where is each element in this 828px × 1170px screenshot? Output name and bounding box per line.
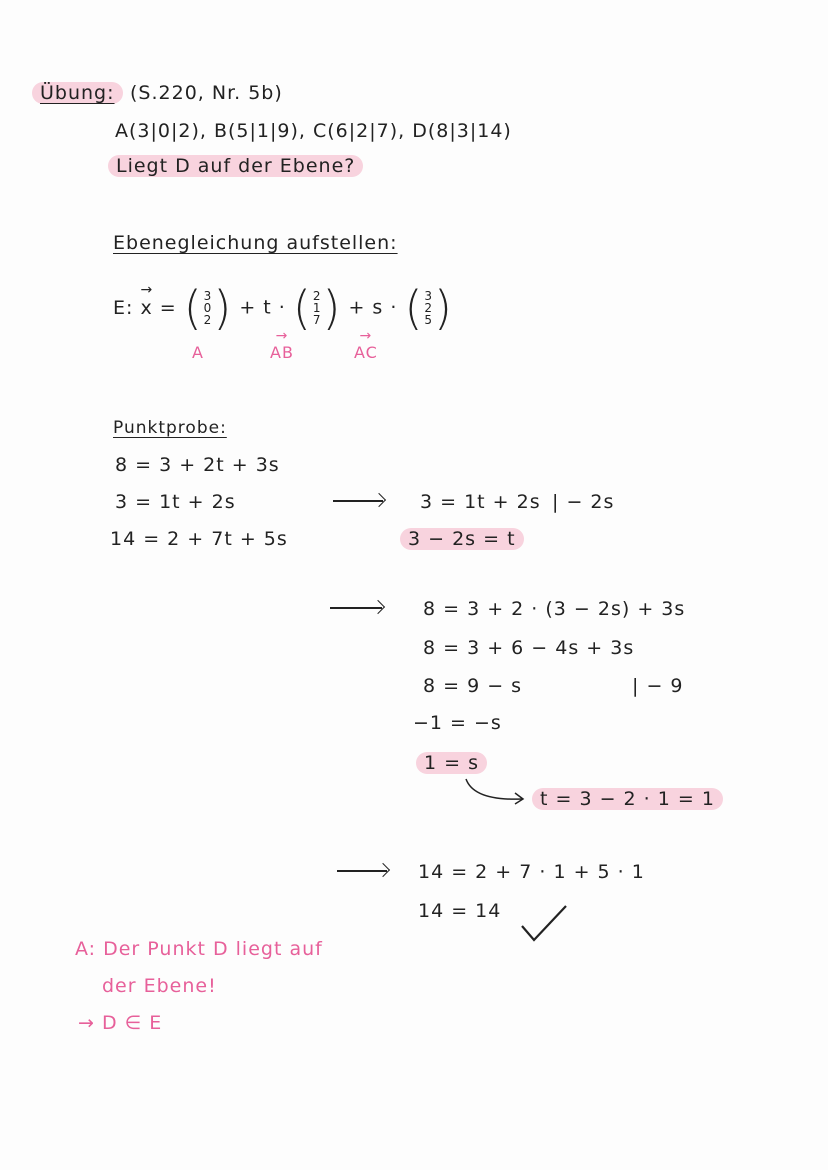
exercise-label: Übung: [32,82,123,104]
step2-row-3: 8 = 9 − s [423,675,523,697]
step2-row-2: 8 = 3 + 6 − 4s + 3s [423,637,635,659]
step2-operation: | − 9 [632,675,684,697]
t-expression: 3 − 2s = t [400,528,524,550]
plus-s: + s · [348,296,398,319]
step2-row-1: 8 = 3 + 2 · (3 − 2s) + 3s [423,598,686,620]
equation-lhs: E: → x = [113,297,177,319]
answer-line-1: A: Der Punkt D liegt auf [75,938,323,960]
direction-vector-ac: ( 3 2 5 ) [404,281,453,335]
arrow-icon [333,500,383,502]
system-row-1: 8 = 3 + 2t + 3s [115,454,280,476]
step2-row-4: −1 = −s [413,712,502,734]
step1-equation: 3 = 1t + 2s [420,491,541,513]
support-vector: ( 3 0 2 ) [183,281,233,335]
curved-arrow-icon [460,775,530,807]
step1-operation: | − 2s [552,491,615,513]
exercise-reference: (S.220, Nr. 5b) [130,82,283,104]
checkmark-icon [518,900,570,944]
section-point-test: Punktprobe: [113,418,227,438]
question: Liegt D auf der Ebene? [108,155,363,177]
step3-row-2: 14 = 14 [418,900,502,922]
section-plane-equation: Ebenegleichung aufstellen: [113,232,398,254]
vector-x: → x [140,297,152,319]
system-row-3: 14 = 2 + 7t + 5s [110,528,288,550]
arrow-icon [337,870,387,872]
plane-equation [113,281,453,335]
arrow-icon [330,607,382,609]
plus-t: + t · [239,296,286,319]
system-row-2: 3 = 1t + 2s [115,491,236,513]
given-points: A(3|0|2), B(5|1|9), C(6|2|7), D(8|3|14) [115,120,512,142]
answer-line-3: → D ∈ E [78,1012,163,1034]
label-ac: → AC [354,343,378,362]
answer-line-2: der Ebene! [102,975,217,997]
step3-row-1: 14 = 2 + 7 · 1 + 5 · 1 [418,861,645,883]
t-result: t = 3 − 2 · 1 = 1 [532,788,723,810]
label-a: A [192,343,204,362]
label-ab: → AB [270,343,294,362]
direction-vector-ab: ( 2 1 7 ) [292,281,342,335]
s-result: 1 = s [416,752,487,774]
